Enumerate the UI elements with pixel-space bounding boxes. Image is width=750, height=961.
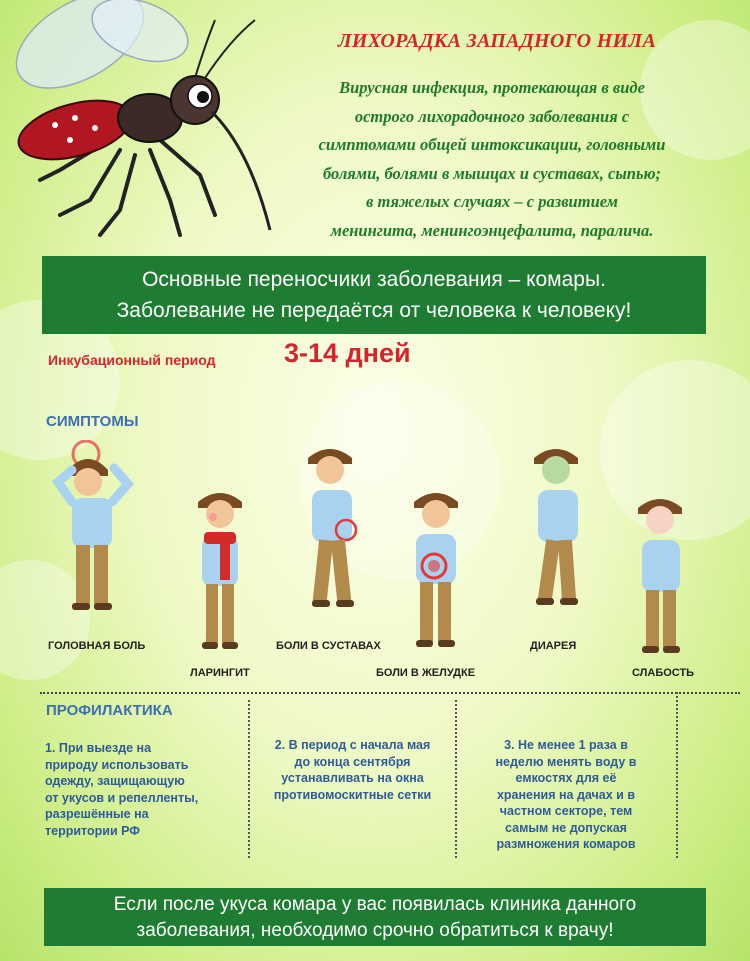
symptom-label-stomach-pain: БОЛИ В ЖЕЛУДКЕ xyxy=(376,667,476,679)
symptom-label-weakness: СЛАБОСТЬ xyxy=(632,667,695,679)
stomach-pain-figure xyxy=(396,484,476,654)
column-divider xyxy=(676,692,678,858)
section-divider xyxy=(40,692,740,694)
symptom-label-headache: ГОЛОВНАЯ БОЛЬ xyxy=(48,640,146,652)
page-title: ЛИХОРАДКА ЗАПАДНОГО НИЛА xyxy=(337,30,657,52)
prevention-item-3: 3. Не менее 1 раза в неделю менять воду в емкостях для её хранения на дачах и в частном секторе, тем самым не допуская размножения комаров xyxy=(495,738,637,851)
incubation-label: Инкубационный период xyxy=(48,352,216,368)
carriers-banner: Основные переносчики заболевания – комары. Заболевание не передаётся от человека к человеку! xyxy=(42,256,706,334)
symptoms-title: СИМПТОМЫ xyxy=(46,413,139,430)
footer-banner: Если после укуса комара у вас появилась клиника данного заболевания, необходимо срочно обратиться к врачу! xyxy=(44,888,706,946)
mosquito-illustration xyxy=(0,0,290,245)
weakness-figure xyxy=(620,490,700,660)
symptom-label-joint-pain: БОЛИ В СУСТАВАХ xyxy=(276,640,381,652)
intro-text: Вирусная инфекция, протекающая в виде острого лихорадочного заболевания с симптомами общей интоксикации, головными болями, болями в мышцах и суставах, сыпью; в тяжелых случаях – с развитием менингита, менингоэнцефалита, паралича. xyxy=(318,78,666,240)
incubation-value: 3-14 дней xyxy=(284,338,411,368)
symptom-label-laryngitis: ЛАРИНГИТ xyxy=(190,667,250,679)
joint-pain-figure xyxy=(290,440,380,620)
column-divider xyxy=(455,700,457,858)
symptom-label-diarrhea: ДИАРЕЯ xyxy=(530,640,577,652)
prevention-item-1: 1. При выезде на природу использовать одежду, защищающую от укусов и репелленты, разрешённые на территории РФ xyxy=(45,741,199,838)
headache-figure xyxy=(50,440,150,620)
prevention-title: ПРОФИЛАКТИКА xyxy=(46,702,173,719)
laryngitis-figure xyxy=(180,484,260,659)
diarrhea-figure xyxy=(516,440,606,615)
prevention-item-2: 2. В период с начала мая до конца сентября устанавливать на окна противомоскитные сетки xyxy=(273,738,432,802)
